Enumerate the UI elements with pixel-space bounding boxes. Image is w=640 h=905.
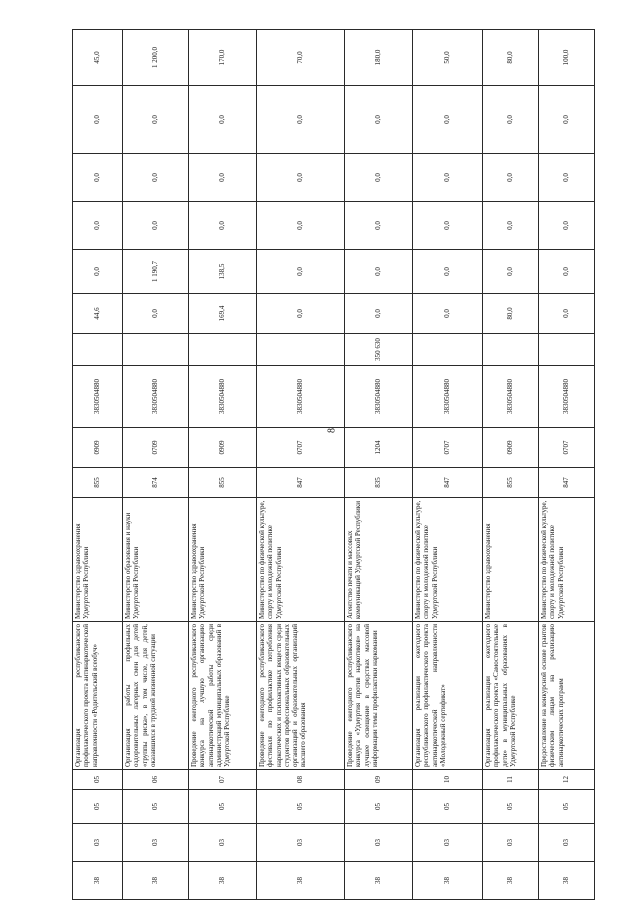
value-5-cell: 0,0 — [483, 86, 539, 154]
expense-type-cell — [123, 334, 189, 366]
program-code-cell: 38 — [539, 862, 595, 900]
measure-name-cell: Организация реализации ежегодного профилактического проекта «Самостоятельные дети» в муниципальных образованиях в Удмуртской Республике — [483, 622, 539, 770]
submeasure-code-cell: 10 — [413, 770, 483, 790]
measure-name-cell: Организация реализации ежегодного республиканского профилактического проекта антинаркотической направленности «Молодежный сертификат» — [413, 622, 483, 770]
value-2-cell: 0,0 — [257, 250, 345, 294]
subprogram-code-cell: 03 — [539, 824, 595, 862]
measure-name-cell: Проведение ежегодного республиканского конкурса «Удмуртия против наркотиков» на лучшее освещение в средствах массовой информации темы профилактики наркомании — [345, 622, 413, 770]
subprogram-code-cell: 03 — [483, 824, 539, 862]
section-code-cell: 0707 — [257, 428, 345, 468]
subprogram-code-cell: 03 — [257, 824, 345, 862]
subprogram-code-cell: 03 — [73, 824, 123, 862]
program-code-cell: 38 — [73, 862, 123, 900]
grbs-code-cell: 847 — [257, 468, 345, 498]
program-code-cell: 38 — [123, 862, 189, 900]
program-code-cell: 38 — [413, 862, 483, 900]
grbs-code-cell: 855 — [73, 468, 123, 498]
value-5-cell: 0,0 — [539, 86, 595, 154]
measure-name-cell: Проведение ежегодного республиканского конкурса на лучшую организацию антинаркотической работы среди администраций муниципальных образований в Удмуртской Республике — [189, 622, 257, 770]
value-total-cell: 80,0 — [483, 30, 539, 86]
grbs-code-cell: 855 — [189, 468, 257, 498]
submeasure-code-cell: 11 — [483, 770, 539, 790]
measure-code-cell: 05 — [73, 790, 123, 824]
value-5-cell: 0,0 — [189, 86, 257, 154]
table-body — [73, 30, 595, 900]
value-1-cell: 0,0 — [539, 294, 595, 334]
target-article-code-cell: 3830504880 — [189, 366, 257, 428]
value-3-cell: 0,0 — [345, 202, 413, 250]
value-3-cell: 0,0 — [73, 202, 123, 250]
target-article-code-cell: 3830504880 — [345, 366, 413, 428]
measure-name-cell: Организация республиканского профилактического проекта антинаркотической направленности «Родительский всеобуч» — [73, 622, 123, 770]
submeasure-code-cell: 07 — [189, 770, 257, 790]
value-2-cell: 0,0 — [539, 250, 595, 294]
program-code-cell: 38 — [257, 862, 345, 900]
section-code-cell: 0909 — [189, 428, 257, 468]
measure-code-cell: 05 — [257, 790, 345, 824]
value-3-cell: 0,0 — [257, 202, 345, 250]
table-row — [345, 30, 413, 900]
value-1-cell: 0,0 — [257, 294, 345, 334]
target-article-code-cell: 3830504880 — [73, 366, 123, 428]
submeasure-code-cell: 12 — [539, 770, 595, 790]
subprogram-code-cell: 03 — [123, 824, 189, 862]
submeasure-code-cell: 08 — [257, 770, 345, 790]
value-4-cell: 0,0 — [413, 154, 483, 202]
section-code-cell: 0707 — [539, 428, 595, 468]
measure-code-cell: 05 — [483, 790, 539, 824]
value-total-cell: 180,0 — [345, 30, 413, 86]
section-code-cell: 0707 — [413, 428, 483, 468]
value-2-cell: 0,0 — [483, 250, 539, 294]
target-article-code-cell: 3830504880 — [413, 366, 483, 428]
responsible-ministry-cell: Агентство печати и массовых коммуникаций Удмуртской Республики — [345, 498, 413, 622]
grbs-code-cell: 835 — [345, 468, 413, 498]
responsible-ministry-cell: Министерство по физической культуре, спорту и молодежной политике Удмуртской Республики — [539, 498, 595, 622]
table-row — [257, 30, 345, 900]
measure-name-cell: Предоставление на конкурсной основе грантов физическим лицам на реализацию антинаркотических программ — [539, 622, 595, 770]
grbs-code-cell: 847 — [413, 468, 483, 498]
expense-type-cell — [413, 334, 483, 366]
subprogram-code-cell: 03 — [413, 824, 483, 862]
target-article-code-cell: 3830504880 — [257, 366, 345, 428]
value-1-cell: 44,6 — [73, 294, 123, 334]
value-3-cell: 0,0 — [123, 202, 189, 250]
program-code-cell: 38 — [189, 862, 257, 900]
value-3-cell: 0,0 — [413, 202, 483, 250]
section-code-cell: 0909 — [483, 428, 539, 468]
value-1-cell: 80,0 — [483, 294, 539, 334]
responsible-ministry-cell: Министерство здравоохранения — [483, 498, 539, 622]
value-4-cell: 0,0 — [73, 154, 123, 202]
table-row — [483, 30, 539, 900]
value-2-cell: 0,0 — [345, 250, 413, 294]
program-code-cell: 38 — [345, 862, 413, 900]
value-total-cell: 70,0 — [257, 30, 345, 86]
subprogram-code-cell: 03 — [189, 824, 257, 862]
expense-type-cell — [189, 334, 257, 366]
submeasure-code-cell: 09 — [345, 770, 413, 790]
expense-type-cell — [257, 334, 345, 366]
target-article-code-cell: 3830504880 — [483, 366, 539, 428]
value-4-cell: 0,0 — [483, 154, 539, 202]
submeasure-code-cell: 05 — [73, 770, 123, 790]
responsible-ministry-cell: Министерство здравоохранения Удмуртской Республики — [189, 498, 257, 622]
table-row — [123, 30, 189, 900]
value-1-cell: 0,0 — [413, 294, 483, 334]
value-1-cell: 0,0 — [123, 294, 189, 334]
measure-name-cell: Организация работы профильных оздоровительных лагерных смен для детей «группы риска», в том числе, для детей, оказавшихся в трудной жизненной ситуации — [123, 622, 189, 770]
table-row — [73, 30, 123, 900]
value-5-cell: 0,0 — [345, 86, 413, 154]
page-number: 8 — [326, 428, 338, 433]
value-4-cell: 0,0 — [189, 154, 257, 202]
value-4-cell: 0,0 — [539, 154, 595, 202]
value-5-cell: 0,0 — [413, 86, 483, 154]
expense-type-cell — [483, 334, 539, 366]
measure-code-cell: 05 — [123, 790, 189, 824]
grbs-code-cell: 855 — [483, 468, 539, 498]
responsible-ministry-cell: Министерство по физической культуре, спорту и молодежной политике Удмуртской Республики — [257, 498, 345, 622]
value-3-cell: 0,0 — [539, 202, 595, 250]
measure-code-cell: 05 — [345, 790, 413, 824]
submeasure-code-cell: 06 — [123, 770, 189, 790]
grbs-code-cell: 847 — [539, 468, 595, 498]
measure-name-cell: Проведение ежегодного республиканского фестиваля по профилактике потребления наркотических и психоактивных веществ среди студентов профессиональных образовательных организаций и образовательных организаций высшего образования — [257, 622, 345, 770]
expense-type-cell — [539, 334, 595, 366]
responsible-ministry-cell: Министерство здравоохранения Удмуртской Республики — [73, 498, 123, 622]
table-row — [539, 30, 595, 900]
value-5-cell: 0,0 — [73, 86, 123, 154]
expense-type-cell: 350 630 — [345, 334, 413, 366]
value-total-cell: 45,0 — [73, 30, 123, 86]
measure-code-cell: 05 — [189, 790, 257, 824]
value-3-cell: 0,0 — [483, 202, 539, 250]
rotated-table-wrapper — [72, 30, 594, 900]
value-2-cell: 138,5 — [189, 250, 257, 294]
target-article-code-cell: 3830504880 — [123, 366, 189, 428]
value-2-cell: 1 190,7 — [123, 250, 189, 294]
responsible-ministry-cell: Министерство по физической культуре, спорту и молодежной политике Удмуртской Республики — [413, 498, 483, 622]
measure-code-cell: 05 — [413, 790, 483, 824]
section-code-cell: 0909 — [73, 428, 123, 468]
table-row — [413, 30, 483, 900]
value-total-cell: 50,0 — [413, 30, 483, 86]
value-total-cell: 1 200,0 — [123, 30, 189, 86]
value-total-cell: 170,0 — [189, 30, 257, 86]
value-5-cell: 0,0 — [123, 86, 189, 154]
expense-type-cell — [73, 334, 123, 366]
value-4-cell: 0,0 — [345, 154, 413, 202]
value-3-cell: 0,0 — [189, 202, 257, 250]
target-article-code-cell: 3830504880 — [539, 366, 595, 428]
value-4-cell: 0,0 — [123, 154, 189, 202]
budget-table — [72, 29, 595, 900]
value-2-cell: 0,0 — [413, 250, 483, 294]
program-code-cell: 38 — [483, 862, 539, 900]
value-5-cell: 0,0 — [257, 86, 345, 154]
section-code-cell: 0709 — [123, 428, 189, 468]
value-1-cell: 0,0 — [345, 294, 413, 334]
section-code-cell: 1204 — [345, 428, 413, 468]
subprogram-code-cell: 03 — [345, 824, 413, 862]
value-1-cell: 169,4 — [189, 294, 257, 334]
table-row — [189, 30, 257, 900]
responsible-ministry-cell: Министерство образования и науки Удмуртской Республики — [123, 498, 189, 622]
grbs-code-cell: 874 — [123, 468, 189, 498]
value-4-cell: 0,0 — [257, 154, 345, 202]
value-2-cell: 0,0 — [73, 250, 123, 294]
measure-code-cell: 05 — [539, 790, 595, 824]
value-total-cell: 100,0 — [539, 30, 595, 86]
